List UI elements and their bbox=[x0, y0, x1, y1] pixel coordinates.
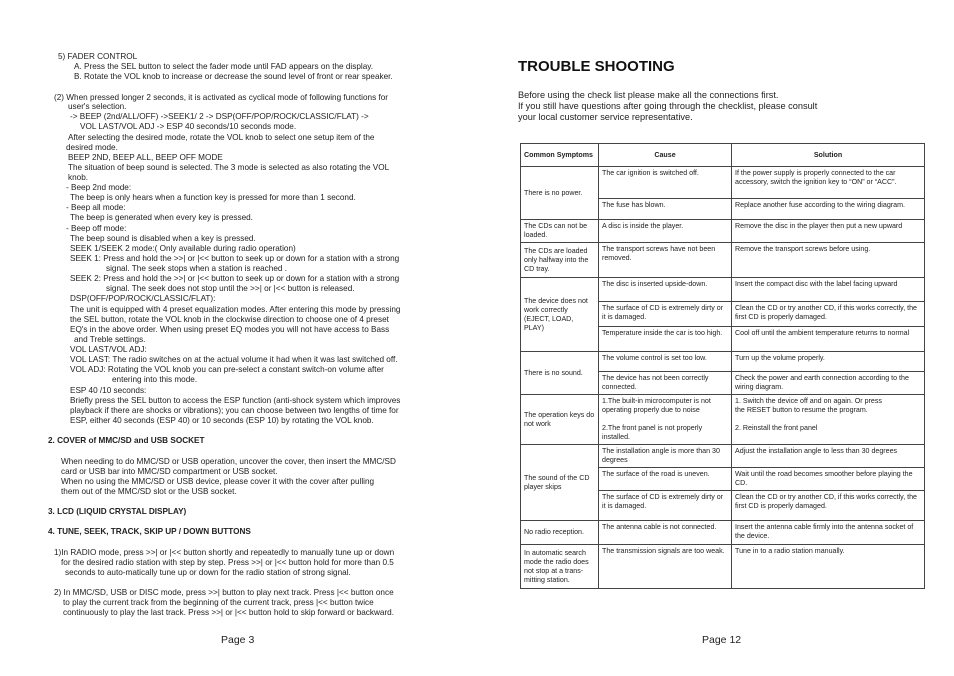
text-line: continuously to play the last track. Press >>| or |<< button hold to skip forward or backward. bbox=[63, 608, 395, 617]
solution-cell: Replace another fuse according to the wiring diagram. bbox=[732, 199, 925, 220]
text-line: The unit is equipped with 4 preset equalization modes. After entering this mode by pressing bbox=[70, 305, 401, 314]
text-line: SEEK 1: Press and hold the >>| or |<< button to seek up or down for a station with a strong bbox=[70, 254, 400, 263]
text-line: - Beep all mode: bbox=[66, 203, 126, 212]
text-line: VOL LAST: The radio switches on at the actual volume it had when it was last switched off. bbox=[70, 355, 398, 364]
cause-cell: The installation angle is more than 30 degrees bbox=[599, 445, 732, 468]
text-line: to play the current track from the beginning of the current track, press |<< button twice bbox=[63, 598, 374, 607]
table-row bbox=[521, 395, 925, 445]
symptom-cell: No radio reception. bbox=[521, 521, 599, 545]
solution-cell: Tune in to a radio station manually. bbox=[732, 545, 925, 589]
solution-cell: Adjust the installation angle to less than 30 degrees bbox=[732, 445, 925, 468]
text-line: VOL LAST/VOL ADJ -> ESP 40 seconds/10 seconds mode. bbox=[80, 122, 297, 131]
table-row bbox=[521, 445, 925, 468]
cause-cell: The antenna cable is not connected. bbox=[599, 521, 732, 545]
solution-cell: Cool off until the ambient temperature returns to normal bbox=[732, 327, 925, 352]
text-line: playback if there are shocks or vibrations); you can choose between two lengths of time for bbox=[70, 406, 399, 415]
text-line: The beep is only hears when a function key is pressed for more than 1 second. bbox=[70, 193, 356, 202]
intro-line: If you still have questions after going through the checklist, please consult bbox=[518, 101, 818, 111]
intro-line: Before using the check list please make all the connections first. bbox=[518, 90, 779, 100]
cause-cell: The surface of the road is uneven. bbox=[599, 468, 732, 491]
table-row bbox=[521, 220, 925, 243]
table-row bbox=[521, 243, 925, 278]
text-line: VOL ADJ: Rotating the VOL knob you can pre-select a constant switch-on volume after bbox=[70, 365, 384, 374]
solution-cell: Insert the compact disc with the label facing upward bbox=[732, 278, 925, 302]
text-line: 2) In MMC/SD, USB or DISC mode, press >>| button to play next track. Press |<< button once bbox=[54, 588, 394, 597]
symptom-cell: The CDs are loaded only halfway into the CD tray. bbox=[521, 243, 599, 278]
symptom-cell: The operation keys do not work bbox=[521, 395, 599, 445]
text-line: - Beep off mode: bbox=[66, 224, 127, 233]
table-row bbox=[521, 545, 925, 589]
text-line: (2) When pressed longer 2 seconds, it is activated as cyclical mode of following functions for bbox=[54, 93, 389, 102]
text-line: the SEL button, rotate the VOL knob in the clockwise direction to choose one of 4 preset bbox=[70, 315, 389, 324]
text-line: signal. The seek does not stop until the >>| or |<< button is released. bbox=[106, 284, 355, 293]
cause-cell: Temperature inside the car is too high. bbox=[599, 327, 732, 352]
table-row bbox=[521, 352, 925, 372]
text-line: and Treble settings. bbox=[74, 335, 146, 344]
text-line: When needing to do MMC/SD or USB operation, uncover the cover, then insert the MMC/SD bbox=[61, 457, 396, 466]
solution-cell: Remove the disc in the player then put a new upward bbox=[732, 220, 925, 243]
solution-cell: Insert the antenna cable firmly into the antenna socket of the device. bbox=[732, 521, 925, 545]
text-line: user's selection. bbox=[68, 102, 127, 111]
symptom-cell: There is no power. bbox=[521, 167, 599, 220]
symptom-cell: The CDs can not be loaded. bbox=[521, 220, 599, 243]
table-row bbox=[521, 278, 925, 302]
header-solution: Solution bbox=[732, 144, 925, 167]
text-line: 5) FADER CONTROL bbox=[58, 52, 138, 61]
troubleshooting-table bbox=[520, 143, 925, 589]
table-body bbox=[521, 167, 925, 589]
solution-cell: If the power supply is properly connected to the car accessory, switch the ignition key to “ON” or “ACC”. bbox=[732, 167, 925, 199]
text-line: SEEK 2: Press and hold the >>| or |<< button to seek up or down for a station with a strong bbox=[70, 274, 400, 283]
table-row bbox=[521, 167, 925, 199]
solution-cell: 1. Switch the device off and on again. Or press the RESET button to resume the program. 2. Reinstall the front panel bbox=[732, 395, 925, 445]
symptom-cell: There is no sound. bbox=[521, 352, 599, 395]
text-line: After selecting the desired mode, rotate the VOL knob to select one setup item of the bbox=[68, 133, 375, 142]
section-heading: 2. COVER of MMC/SD and USB SOCKET bbox=[48, 436, 205, 445]
cause-cell: The fuse has blown. bbox=[599, 199, 732, 220]
text-line: VOL LAST/VOL ADJ: bbox=[70, 345, 147, 354]
text-line: card or USB bar into MMC/SD compartment or USB socket. bbox=[61, 467, 278, 476]
text-line: DSP(OFF/POP/ROCK/CLASSIC/FLAT): bbox=[70, 294, 216, 303]
text-line: EQ's in the above order. When using preset EQ modes you will not have access to Bass bbox=[70, 325, 390, 334]
intro-line: your local customer service representative. bbox=[518, 112, 693, 122]
text-line: The beep sound is disabled when a key is pressed. bbox=[70, 234, 256, 243]
solution-cell: Clean the CD or try another CD, if this works correctly, the first CD is properly damaged. bbox=[732, 491, 925, 521]
text-line: signal. The seek stops when a station is reached . bbox=[106, 264, 287, 273]
solution-cell: Clean the CD or try another CD, if this works correctly, the first CD is properly damaged. bbox=[732, 302, 925, 327]
cause-cell: The device has not been correctly connected. bbox=[599, 372, 732, 395]
page-title: TROUBLE SHOOTING bbox=[518, 58, 675, 75]
solution-cell: Wait until the road becomes smoother before playing the CD. bbox=[732, 468, 925, 491]
text-line: 1)In RADIO mode, press >>| or |<< button shortly and repeatedly to manually tune up or down bbox=[54, 548, 395, 557]
text-line: A. Press the SEL button to select the fader mode until FAD appears on the display. bbox=[74, 62, 374, 71]
header-cause: Cause bbox=[599, 144, 732, 167]
text-line: The situation of beep sound is selected. The 3 mode is selected as also rotating the VOL bbox=[68, 163, 390, 172]
symptom-cell: The device does not work correctly (EJECT, LOAD, PLAY) bbox=[521, 278, 599, 352]
cause-cell: The car ignition is switched off. bbox=[599, 167, 732, 199]
cause-cell: A disc is inside the player. bbox=[599, 220, 732, 243]
cause-cell: The transport screws have not been removed. bbox=[599, 243, 732, 278]
solution-cell: Check the power and earth connection according to the wiring diagram. bbox=[732, 372, 925, 395]
text-line: ESP 40 /10 seconds: bbox=[70, 386, 147, 395]
text-line: B. Rotate the VOL knob to increase or decrease the sound level of front or rear speaker. bbox=[74, 72, 393, 81]
text-line: SEEK 1/SEEK 2 mode:( Only available during radio operation) bbox=[70, 244, 296, 253]
text-line: BEEP 2ND, BEEP ALL, BEEP OFF MODE bbox=[68, 153, 223, 162]
cause-cell: The disc is inserted upside-down. bbox=[599, 278, 732, 302]
page-number-left: Page 3 bbox=[221, 634, 255, 646]
text-line: for the desired radio station with step by step. Press >>| or |<< button hold for more than 0.5 bbox=[61, 558, 394, 567]
cause-cell: The surface of CD is extremely dirty or it is damaged. bbox=[599, 302, 732, 327]
text-line: The beep is generated when every key is pressed. bbox=[70, 213, 253, 222]
cause-cell: The volume control is set too low. bbox=[599, 352, 732, 372]
text-line: them out of the MMC/SD slot or the USB socket. bbox=[61, 487, 237, 496]
text-line: - Beep 2nd mode: bbox=[66, 183, 132, 192]
text-line: desired mode. bbox=[66, 143, 118, 152]
text-line: Briefly press the SEL button to access the ESP function (anti-shock system which improves bbox=[70, 396, 401, 405]
table-row bbox=[521, 521, 925, 545]
text-line: seconds to auto-matically tune up or down for the radio station of strong signal. bbox=[65, 568, 351, 577]
cause-cell: 1.The built-in microcomputer is not operating properly due to noise 2.The front panel is not properly installed. bbox=[599, 395, 732, 445]
text-line: When no using the MMC/SD or USB device, please cover it with the cover after pulling bbox=[61, 477, 375, 486]
solution-cell: Turn up the volume properly. bbox=[732, 352, 925, 372]
page-number-right: Page 12 bbox=[702, 634, 742, 646]
section-heading: 4. TUNE, SEEK, TRACK, SKIP UP / DOWN BUTTONS bbox=[48, 527, 251, 536]
text-line: ESP, either 40 seconds (ESP 40) or 10 seconds (ESP 10) by rotating the VOL knob. bbox=[70, 416, 374, 425]
solution-cell: Remove the transport screws before using. bbox=[732, 243, 925, 278]
cause-cell: The transmission signals are too weak. bbox=[599, 545, 732, 589]
symptom-cell: In automatic search mode the radio does not stop at a trans-mitting station. bbox=[521, 545, 599, 589]
section-heading: 3. LCD (LIQUID CRYSTAL DISPLAY) bbox=[48, 507, 187, 516]
header-symptoms: Common Symptoms bbox=[521, 144, 599, 167]
table-header-row bbox=[521, 144, 925, 167]
text-line: knob. bbox=[68, 173, 89, 182]
text-line: entering into this mode. bbox=[112, 375, 198, 384]
symptom-cell: The sound of the CD player skips bbox=[521, 445, 599, 521]
text-line: -> BEEP (2nd/ALL/OFF) ->SEEK1/ 2 -> DSP(OFF/POP/ROCK/CLASSIC/FLAT) -> bbox=[70, 112, 369, 121]
cause-cell: The surface of CD is extremely dirty or it is damaged. bbox=[599, 491, 732, 521]
